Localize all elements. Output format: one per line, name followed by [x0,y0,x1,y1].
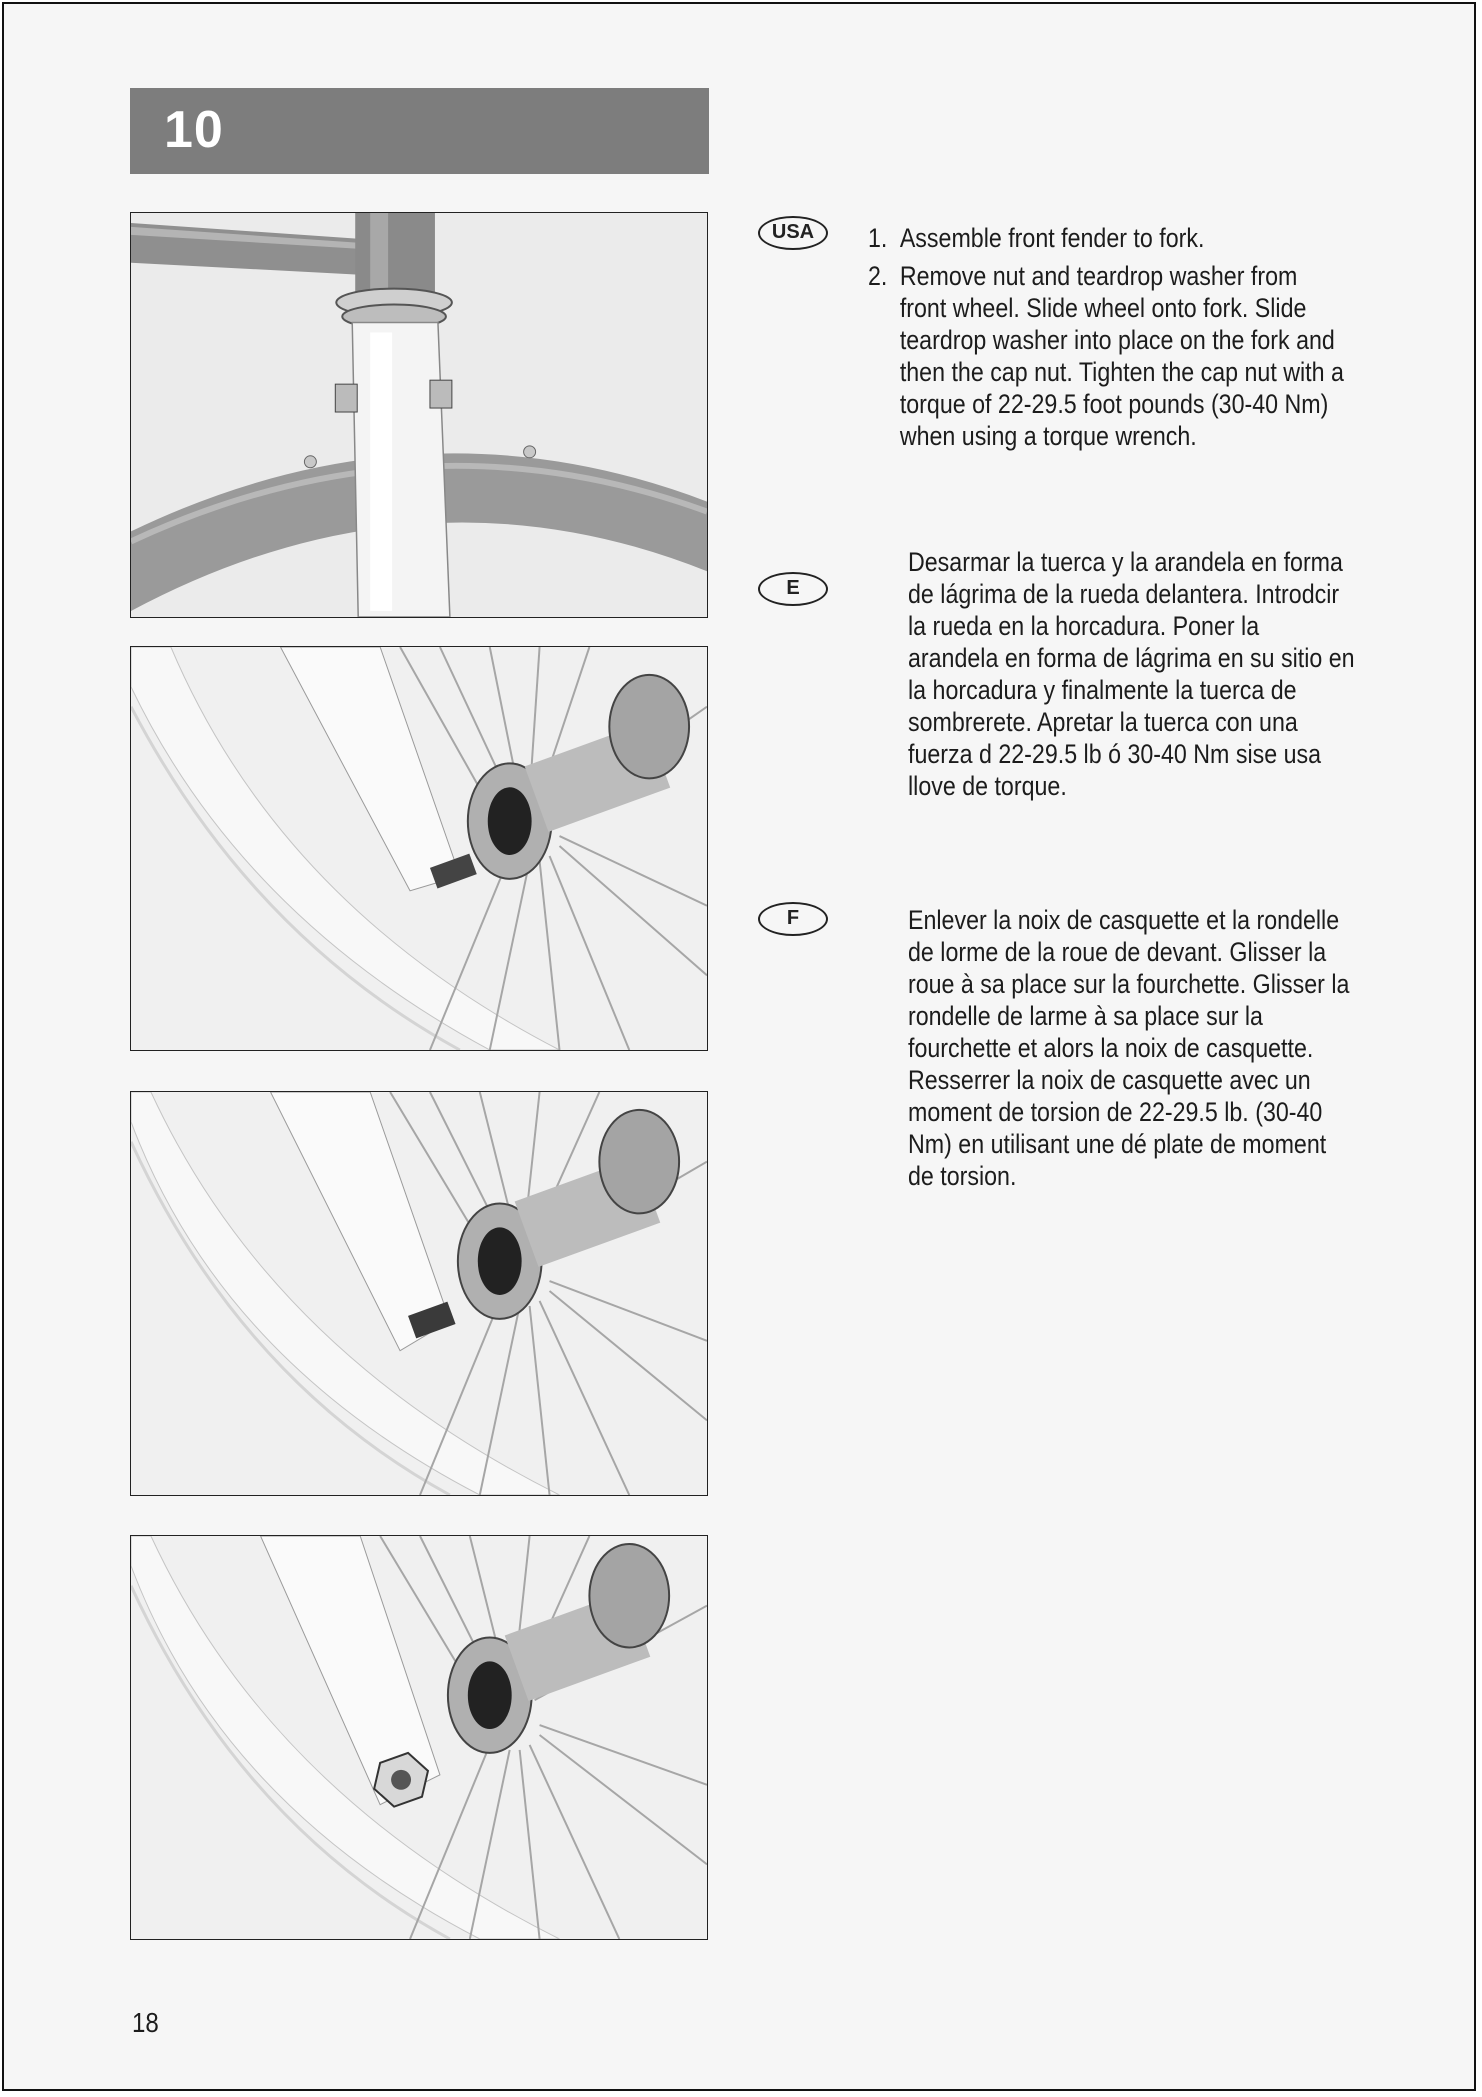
step-header-bar [130,88,709,174]
usa-step-2-text: Remove nut and teardrop washer from front wheel. Slide wheel onto fork. Slide teardrop washer into place on the fork and then the cap nut. Tighten the cap nut with a torque of 22-29.5 foot pounds (30-40 Nm) when using a torque wrench. [899,261,1344,451]
spanish-language-badge: E [758,572,828,606]
usa-step-1-text: Assemble front fender to fork. [899,223,1205,253]
usa-step-1-number: 1. [868,223,888,253]
usa-language-badge: USA [758,216,828,250]
step-number: 10 [164,101,224,159]
photo-hub-nut-removed [130,646,708,1051]
photo-wheel-on-fork [130,1091,708,1496]
page-number: 18 [132,2007,159,2038]
spanish-instructions: Desarmar la tuerca y la arandela en forma de lágrima de la rueda delantera. Introdcir la rueda en la horcadura. Poner la arandela en forma de lágrima en su sitio en la horcadura y finalmente la tuerca de sombrerete. Apretar la tuerca con una fuerza d 22-29.5 lb ó 30-40 Nm sise usa llove de torque. [908,547,1355,801]
photo-cap-nut-tightened [130,1535,708,1940]
french-instructions: Enlever la noix de casquette et la rondelle de lorme de la roue de devant. Glisser la roue à sa place sur la fourchette. Glisser la rondelle de larme à sa place sur la fourchette et alors la noix de casquette. Resserrer la noix de casquette avec un moment de torsion de 22-29.5 lb. (30-40 Nm) en utilisant une dé plate de moment de torsion. [908,905,1350,1191]
french-language-badge: F [758,902,828,936]
photo-fender-on-fork [130,212,708,618]
usa-step-2-number: 2. [868,261,888,291]
